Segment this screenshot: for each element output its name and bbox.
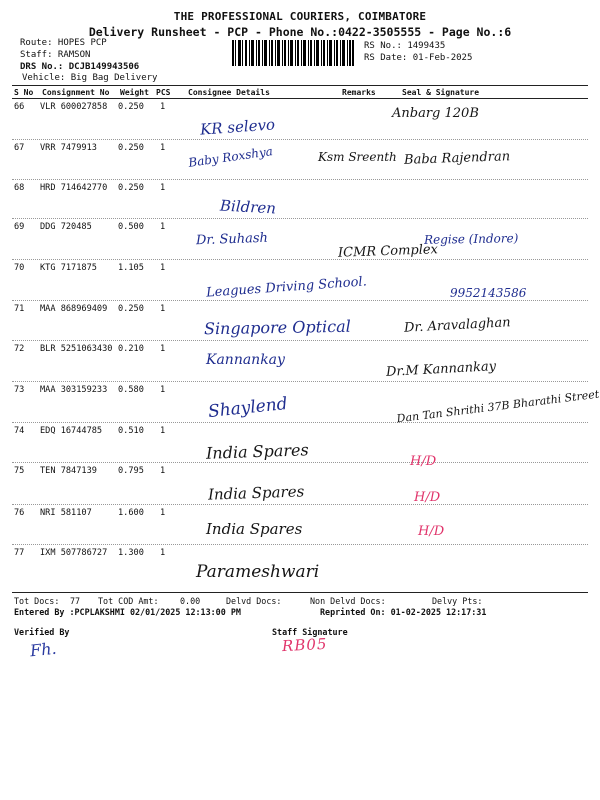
reprinted-on: Reprinted On: 01-02-2025 12:17:31 — [320, 607, 487, 617]
row-pcs: 1 — [160, 466, 166, 476]
staff-signature: RB05 — [281, 634, 328, 656]
row-weight: 0.510 — [118, 426, 144, 436]
row-weight: 0.250 — [118, 183, 144, 193]
row-pcs: 1 — [160, 385, 166, 395]
row-divider — [12, 381, 588, 382]
barcode-image — [232, 40, 354, 66]
row-divider — [12, 340, 588, 341]
row-divider — [12, 179, 588, 180]
row-sno: 72 — [14, 344, 25, 354]
row-pcs: 1 — [160, 508, 166, 518]
handwriting-r67-seal: Baba Rajendran — [403, 149, 511, 168]
entered-by: Entered By :PCPLAKSHMI 02/01/2025 12:13:00 PM — [14, 607, 241, 617]
tot-docs-value: 77 — [70, 596, 81, 606]
row-weight: 1.300 — [118, 548, 144, 558]
rs-number: RS No.: 1499435 — [364, 41, 446, 51]
row-consignment: MAA 303159233 — [40, 385, 108, 395]
handwriting-r69-seal: Regise (Indore) — [423, 231, 519, 247]
handwriting-r74-remark: H/D — [410, 454, 437, 469]
col-seal: Seal & Signature — [402, 88, 480, 97]
row-sno: 76 — [14, 508, 25, 518]
row-divider — [12, 422, 588, 423]
handwriting-r66-consignee: KR selevo — [199, 115, 276, 139]
row-consignment: VLR 600027858 — [40, 102, 108, 112]
row-consignment: TEN 7847139 — [40, 466, 97, 476]
staff-label: Staff: RAMSON — [20, 50, 91, 60]
row-consignment: EDQ 16744785 — [40, 426, 103, 436]
handwriting-r77-consignee: Parameshwari — [196, 562, 320, 582]
col-consignment: Consignment No — [42, 88, 110, 97]
row-pcs: 1 — [160, 548, 166, 558]
row-weight: 0.210 — [118, 344, 144, 354]
handwriting-r72-consignee: Kannankay — [206, 352, 285, 368]
row-pcs: 1 — [160, 102, 166, 112]
row-pcs: 1 — [160, 304, 166, 314]
row-sno: 73 — [14, 385, 25, 395]
handwriting-r71-seal: Dr. Aravalaghan — [403, 315, 511, 336]
row-weight: 0.250 — [118, 143, 144, 153]
row-divider — [12, 300, 588, 301]
delvy-pts-label: Delvy Pts: — [432, 596, 483, 606]
row-pcs: 1 — [160, 183, 166, 193]
row-divider — [12, 139, 588, 140]
handwriting-r76-consignee: India Spares — [206, 520, 303, 538]
row-divider — [12, 218, 588, 219]
handwriting-r76-remark: H/D — [418, 524, 445, 539]
delvd-docs-label: Delvd Docs: — [226, 596, 282, 606]
row-weight: 0.250 — [118, 304, 144, 314]
handwriting-r75-consignee: India Spares — [207, 482, 305, 504]
row-weight: 1.600 — [118, 508, 144, 518]
row-consignment: IXM 507786727 — [40, 548, 108, 558]
row-weight: 0.580 — [118, 385, 144, 395]
row-consignment: MAA 868969409 — [40, 304, 108, 314]
row-sno: 66 — [14, 102, 25, 112]
rs-date: RS Date: 01-Feb-2025 — [364, 53, 473, 63]
verified-by-label: Verified By — [14, 627, 70, 637]
tot-docs-label: Tot Docs: — [14, 596, 60, 606]
handwriting-r69-extra: ICMR Complex — [337, 242, 439, 261]
handwriting-r75-remark: H/D — [414, 490, 441, 505]
handwriting-r66-seal: Anbarg 120B — [392, 106, 479, 121]
handwriting-r72-seal: Dr.M Kannankay — [385, 359, 497, 380]
col-sno: S No — [14, 88, 34, 97]
handwriting-r74-consignee: India Spares — [205, 440, 309, 463]
row-pcs: 1 — [160, 143, 166, 153]
row-sno: 69 — [14, 222, 25, 232]
col-pcs: PCS — [156, 88, 171, 97]
handwriting-r69-consignee: Dr. Suhash — [195, 230, 269, 249]
row-consignment: HRD 714642770 — [40, 183, 108, 193]
handwriting-r73-consignee: Shaylend — [207, 393, 289, 423]
row-consignment: NRI 581107 — [40, 508, 92, 518]
non-delvd-docs-label: Non Delvd Docs: — [310, 596, 386, 606]
row-divider — [12, 504, 588, 505]
row-weight: 1.105 — [118, 263, 144, 273]
handwriting-r73-seal: Dan Tan Shrithi 37B Bharathi Street — [395, 387, 600, 426]
row-sno: 70 — [14, 263, 25, 273]
vehicle-label: Vehicle: Big Bag Delivery — [22, 73, 158, 83]
row-pcs: 1 — [160, 263, 166, 273]
row-weight: 0.795 — [118, 466, 144, 476]
row-consignment: DDG 720485 — [40, 222, 92, 232]
col-weight: Weight — [120, 88, 149, 97]
handwriting-r71-consignee: Singapore Optical — [203, 316, 351, 339]
tot-cod-label: Tot COD Amt: — [98, 596, 159, 606]
col-consignee: Consignee Details — [188, 88, 270, 97]
row-divider — [12, 259, 588, 260]
route-label: Route: HOPES PCP — [20, 38, 107, 48]
row-sno: 68 — [14, 183, 25, 193]
row-sno: 75 — [14, 466, 25, 476]
row-consignment: VRR 7479913 — [40, 143, 97, 153]
row-consignment: BLR 5251063430 — [40, 344, 113, 354]
handwriting-r68-consignee: Bildren — [219, 196, 277, 218]
table-header-rule — [12, 98, 588, 99]
row-consignment: KTG 7171875 — [40, 263, 97, 273]
table-top-rule — [12, 85, 588, 86]
handwriting-r70-seal: 9952143586 — [450, 286, 527, 300]
runsheet-subtitle: Delivery Runsheet - PCP - Phone No.:0422-3505555 - Page No.:6 — [88, 25, 512, 39]
row-sno: 74 — [14, 426, 25, 436]
row-pcs: 1 — [160, 426, 166, 436]
row-pcs: 1 — [160, 222, 166, 232]
row-divider — [12, 462, 588, 463]
table-bottom-rule — [12, 592, 588, 593]
handwriting-r67-consignee: Baby Roxshya — [187, 144, 274, 170]
handwriting-r70-consignee: Leagues Driving School. — [205, 274, 368, 301]
row-weight: 0.500 — [118, 222, 144, 232]
tot-cod-value: 0.00 — [180, 596, 201, 606]
drs-label: DRS No.: DCJB149943506 — [20, 62, 140, 72]
row-sno: 77 — [14, 548, 25, 558]
row-pcs: 1 — [160, 344, 166, 354]
col-remarks: Remarks — [342, 88, 376, 97]
handwriting-r67-mid: Ksm Sreenth — [318, 150, 397, 164]
row-sno: 71 — [14, 304, 25, 314]
verified-signature: Fh. — [29, 638, 58, 661]
row-sno: 67 — [14, 143, 25, 153]
staff-signature-label: Staff Signature — [272, 627, 348, 637]
row-divider — [12, 544, 588, 545]
row-weight: 0.250 — [118, 102, 144, 112]
company-title: THE PROFESSIONAL COURIERS, COIMBATORE — [173, 10, 427, 23]
